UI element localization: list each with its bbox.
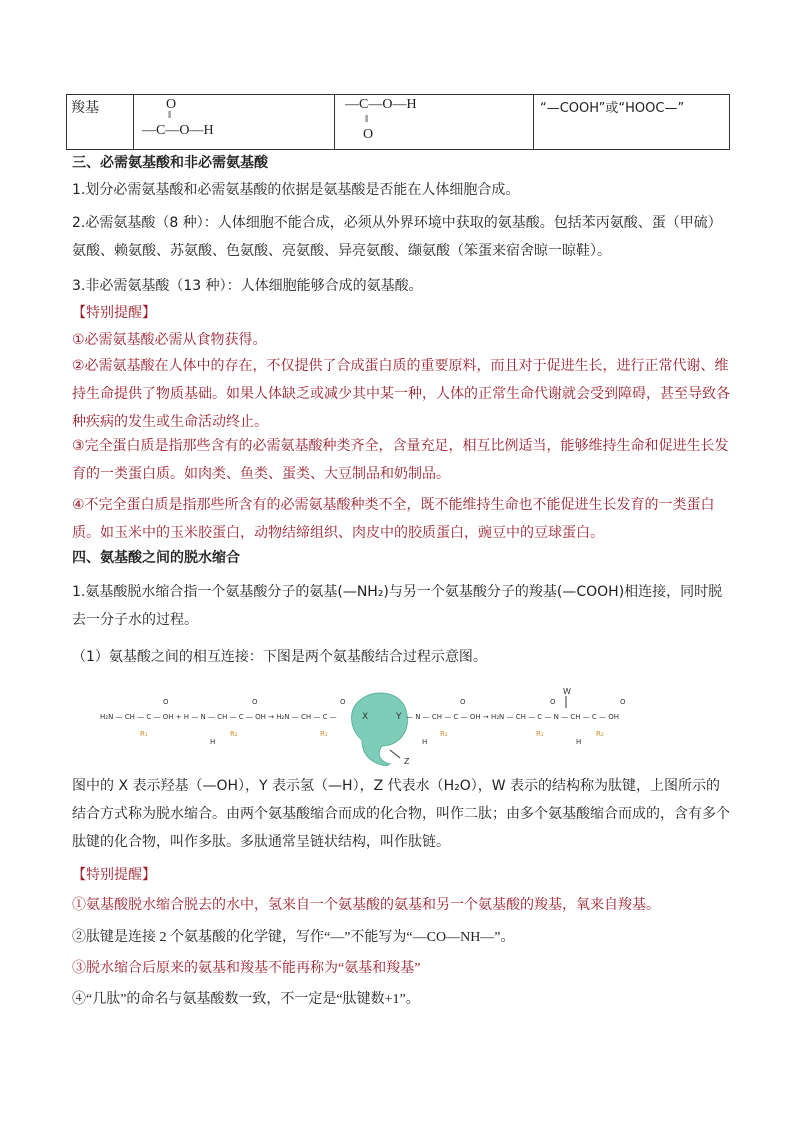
- section3-p2: 2.必需氨基酸（8 种）：人体细胞不能合成，必须从外界环境中获取的氨基酸。包括苯丙氨酸、蛋（甲硫）氨酸、赖氨酸、苏氨酸、色氨酸、亮氨酸、异亮氨酸、缬氨酸（笨蛋来宿舍晾一晾鞋）。: [72, 215, 722, 259]
- z-label: Z: [404, 757, 410, 766]
- section3-tip-heading: 【特别提醒】: [72, 305, 156, 321]
- notation-cell: “—COOH”或“HOOC—”: [534, 95, 730, 150]
- formula-a-double-bond: ‖: [168, 109, 172, 121]
- formula-b-double-bond: ‖: [365, 113, 369, 125]
- formula-b-oxygen: O: [363, 127, 374, 142]
- reaction-left-chain: H₂N — CH — C — OH + H — N — CH — C — OH → H₂N — CH — C —: [100, 713, 337, 721]
- water-removal-blob: [352, 693, 408, 766]
- oxygen-1: O: [163, 698, 169, 706]
- section4-tip1: ①氨基酸脱水缩合脱去的水中，氢来自一个氨基酸的氨基和另一个氨基酸的羧基，氧来自羧基。: [72, 898, 660, 913]
- section4-tip-heading: 【特别提醒】: [72, 867, 156, 883]
- formula-cell-b: [335, 95, 534, 150]
- section3-tip2: ②必需氨基酸在人体中的存在，不仅提供了合成蛋白质的重要原料，而且对于促进生长，进行正常代谢、维持生命提供了物质基础。如果人体缺乏或减少其中某一种，人体的正常生命代谢就会受到障碍，甚至导致各种疾病的发生或生命活动终止。: [72, 358, 730, 430]
- r1-b: R₁: [320, 730, 328, 738]
- section3-tip1: ①必需氨基酸必需从食物获得。: [72, 332, 267, 348]
- oxygen-5: O: [550, 698, 556, 706]
- section4-tip2: ②肽键是连接 2 个氨基酸的化学键，写作“—”不能写为“—CO—NH—”。: [72, 930, 515, 945]
- h-under-n-3: H: [576, 738, 582, 746]
- r1-a: R₁: [140, 730, 148, 738]
- formula-b-main: —C—O—H: [345, 97, 417, 112]
- section3-tip3: ③完全蛋白质是指那些含有的必需氨基酸种类齐全，含量充足，相互比例适当，能够维持生命和促进生长发育的一类蛋白质。如肉类、鱼类、蛋类、大豆制品和奶制品。: [72, 438, 729, 482]
- table-label: 羧基: [67, 95, 134, 150]
- formula-cell-a: [134, 95, 335, 150]
- r2-c: R₂: [596, 730, 604, 738]
- section4-tip4: ④“几肽”的命名与氨基酸数一致，不一定是“肽键数+1”。: [72, 992, 420, 1007]
- oxygen-2: O: [252, 698, 258, 706]
- section3-p3: 3.非必需氨基酸（13 种）：人体细胞能够合成的氨基酸。: [72, 278, 423, 294]
- z-pointer: [390, 750, 400, 758]
- formula-a-oxygen: O: [166, 97, 177, 112]
- section3-heading: 三、必需氨基酸和非必需氨基酸: [72, 155, 268, 171]
- carboxyl-table: [66, 94, 730, 150]
- section4-p1: 1.氨基酸脱水缩合指一个氨基酸分子的氨基(—NH₂)与另一个氨基酸分子的羧基(—COOH)相连接，同时脱去一分子水的过程。: [72, 584, 723, 628]
- h-under-n-1: H: [210, 738, 216, 746]
- w-label: W: [563, 687, 571, 696]
- formula-a-main: —C—O—H: [142, 123, 214, 138]
- y-label: Y: [396, 712, 402, 722]
- r1-c: R₁: [536, 730, 544, 738]
- oxygen-4: O: [460, 698, 466, 706]
- r2-a: R₂: [230, 730, 238, 738]
- oxygen-6: O: [620, 698, 626, 706]
- reaction-right-chain: — N — CH — C — OH → H₂N — CH — C — N — CH — C — OH: [406, 713, 620, 721]
- h-under-n-2: H: [422, 738, 428, 746]
- dehydration-diagram: [100, 684, 660, 766]
- x-label: X: [362, 712, 369, 722]
- section4-p3: 图中的 X 表示羟基（—OH），Y 表示氢（—H），Z 代表水（H₂O），W 表示的结构称为肽键，上图所示的结合方式称为脱水缩合。由两个氨基酸缩合而成的化合物，叫作二肽；由多个氨基酸缩合而成的，含有多个肽键的化合物，叫作多肽。多肽通常呈链状结构，叫作肽链。: [72, 778, 730, 850]
- oxygen-3: O: [340, 698, 346, 706]
- section4-tip3: ③脱水缩合后原来的氨基和羧基不能再称为“氨基和羧基”: [72, 961, 421, 976]
- section4-heading: 四、氨基酸之间的脱水缩合: [72, 550, 240, 566]
- section3-tip4: ④不完全蛋白质是指那些所含有的必需氨基酸种类不全，既不能维持生命也不能促进生长发育的一类蛋白质。如玉米中的玉米胶蛋白，动物结缔组织、肉皮中的胶质蛋白，豌豆中的豆球蛋白。: [72, 497, 715, 541]
- section4-p2: （1）氨基酸之间的相互连接：下图是两个氨基酸结合过程示意图。: [72, 649, 487, 665]
- r2-b: R₂: [440, 730, 448, 738]
- section3-p1: 1.划分必需氨基酸和必需氨基酸的依据是氨基酸是否能在人体细胞合成。: [72, 182, 520, 198]
